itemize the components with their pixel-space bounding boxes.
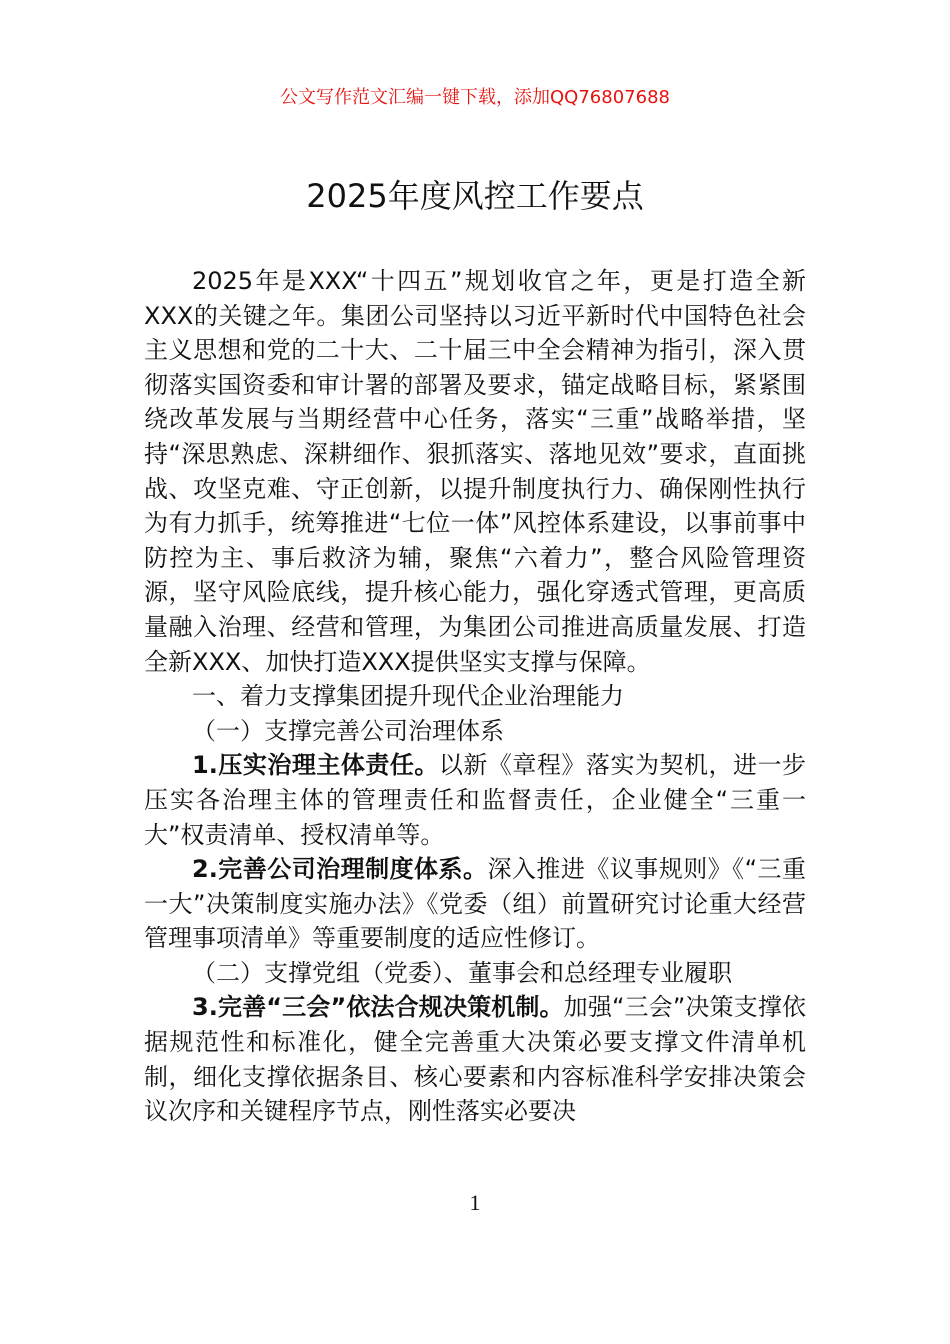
paragraph-text: 一、着力支撑集团提升现代企业治理能力 <box>192 682 624 711</box>
item-heading: 3.完善“三会”依法合规决策机制。 <box>192 993 564 1022</box>
paragraph-text: 以新《章程》落实为契机，进一步压实各治理主体的管理责任和监督责任，企业健全“三重一大”权责清单、授权清单等。 <box>144 751 806 849</box>
download-banner: 公文写作范文汇编一键下载，添加QQ76807688 <box>280 87 670 108</box>
document-body <box>144 264 806 1129</box>
paragraph-text: （二）支撑党组（党委）、董事会和总经理专业履职 <box>192 958 732 987</box>
item-heading: 1.压实治理主体责任。 <box>192 751 439 780</box>
page-title: 2025年度风控工作要点 <box>306 177 644 215</box>
intro-paragraph <box>144 264 806 679</box>
item-heading: 2.完善公司治理制度体系。 <box>192 855 488 884</box>
page-number: 1 <box>469 1190 481 1215</box>
item-paragraph-1 <box>144 748 806 852</box>
subsection-heading-2 <box>144 956 806 991</box>
paragraph-text: （一）支撑完善公司治理体系 <box>192 716 504 745</box>
section-heading-1 <box>144 679 806 714</box>
paragraph-text: 2025年是XXX“十四五”规划收官之年，更是打造全新XXX的关键之年。集团公司坚持以习近平新时代中国特色社会主义思想和党的二十大、二十届三中全会精神为指引，深入贯彻落实国资委和审计署的部署及要求，锚定战略目标，紧紧围绕改革发展与当期经营中心任务，落实“三重”战略举措，坚持“深思熟虑、深耕细作、狠抓落实、落地见效”要求，直面挑战、攻坚克难、守正创新，以提升制度执行力、确保刚性执行为有力抓手，统筹推进“七位一体”风控体系建设，以事前事中防控为主、事后救济为辅，聚焦“六着力”，整合风险管理资源，坚守风险底线，提升核心能力，强化穿透式管理，更高质量融入治理、经营和管理，为集团公司推进高质量发展、打造全新XXX、加快打造XXX提供坚实支撑与保障。 <box>144 267 806 676</box>
paragraph-text: 加强“三会”决策支撑依据规范性和标准化，健全完善重大决策必要支撑文件清单机制，细化支撑依据条目、核心要素和内容标准科学安排决策会议次序和关键程序节点，刚性落实必要决 <box>144 993 806 1126</box>
subsection-heading-1 <box>144 714 806 749</box>
paragraph-text: 深入推进《议事规则》《“三重一大”决策制度实施办法》《党委（组）前置研究讨论重大经营管理事项清单》等重要制度的适应性修订。 <box>144 855 806 953</box>
item-paragraph-2 <box>144 852 806 956</box>
item-paragraph-3 <box>144 990 806 1128</box>
